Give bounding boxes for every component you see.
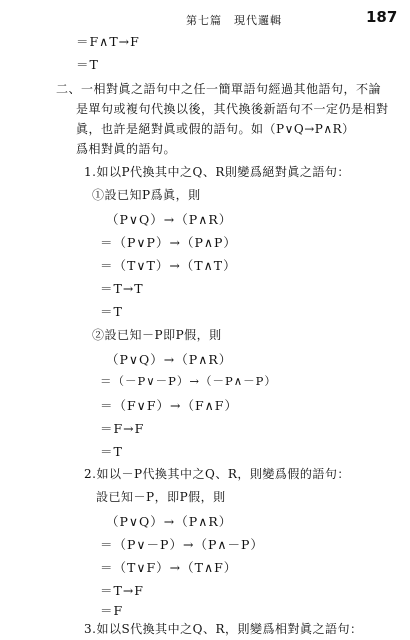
equation-line: ＝F∧T→F [76,34,140,49]
equation-line: ＝（P∨P）→（P∧P） [100,235,237,250]
equation-line: ＝（P∨－P）→（P∧－P） [100,537,264,552]
subcase-heading: ①設已知P爲眞，則 [92,188,201,202]
running-header: 第七篇 現代邏輯 [186,14,282,27]
equation-line: ＝（－P∨－P）→（－P∧－P） [100,374,277,388]
case-heading: 3.如以S代換其中之Q、R，則變爲相對眞之語句： [84,622,363,636]
equation-line: （P∨Q）→（P∧R） [106,212,233,227]
case-heading: 1.如以P代換其中之Q、R則變爲絕對眞之語句： [84,165,350,179]
equation-line: ＝F [100,603,124,618]
equation-line: ＝（F∨F）→（F∧F） [100,398,238,413]
equation-line: ＝T [100,304,123,319]
paragraph-line: 二、一相對眞之語句中之任一簡單語句經過其他語句，不論 [56,82,382,96]
equation-line: ＝T→T [100,281,144,296]
equation-line: ＝（T∨T）→（T∧T） [100,258,237,273]
equation-line: ＝（T∨F）→（T∧F） [100,560,238,575]
equation-line: （P∨Q）→（P∧R） [106,352,233,367]
equation-line: ＝F→F [100,421,145,436]
paragraph-line: 是單句或複句代換以後，其代換後新語句不一定仍是相對 [76,102,389,116]
equation-line: ＝T [76,57,99,72]
subcase-heading: 設已知－P，即P假，則 [96,490,226,504]
equation-line: ＝T [100,444,123,459]
case-heading: 2.如以－P代換其中之Q、R，則變爲假的語句： [84,467,350,481]
paragraph-line: 爲相對眞的語句。 [76,142,177,156]
equation-line: ＝T→F [100,583,144,598]
equation-line: （P∨Q）→（P∧R） [106,514,233,529]
subcase-heading: ②設已知－P即P假，則 [92,328,222,342]
paragraph-line: 眞，也許是絕對眞或假的語句。如（P∨Q→P∧R） [76,122,355,136]
page-number: 187 [366,8,398,26]
